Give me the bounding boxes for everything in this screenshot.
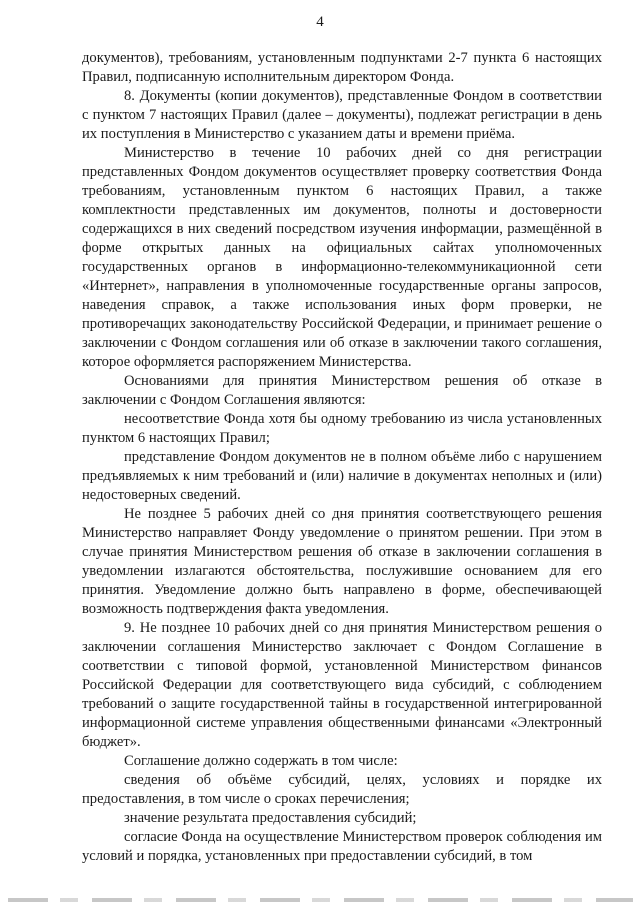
paragraph-ministry-check: Министерство в течение 10 рабочих дней со дня регистрации представленных Фондом документов осуществляет проверку соответствия Фонда требованиям, установленным пунктом 6 настоящих Правил, а также комплектности представленных им документов, полноты и достоверности содержащихся в них сведений посредством изучения информации, размещённой в форме открытых данных на официальных сайтах уполномоченных государственных органов в информационно-телекоммуникационной сети «Интернет», направления в уполномоченные государственные органы запросов, наведения справок, а также использования иных форм проверки, не противоречащих законодательству Российской Федерации, и принимает решение о заключении с Фондом соглашения или об отказе в заключении такого соглашения, которое оформляется распоряжением Министерства.: [82, 145, 602, 370]
page-number: 4: [316, 14, 324, 30]
paragraph-subsidy-details: сведения об объёме субсидий, целях, условиях и порядке их предоставления, в том числе о сроках перечисления;: [82, 772, 602, 807]
paragraph-ground-noncompliance: несоответствие Фонда хотя бы одному требованию из числа установленных пунктом 6 настоящих Правил;: [82, 411, 602, 446]
paragraph-ground-documents: представление Фондом документов не в полном объёме либо с нарушением предъявляемых к ним требований и (или) наличие в документах неполных и (или) недостоверных сведений.: [82, 449, 602, 503]
paragraph-agreement-contents: Соглашение должно содержать в том числе:: [124, 753, 398, 769]
paragraph-result-value: значение результата предоставления субсидий;: [124, 810, 417, 826]
paragraph-item-8: 8. Документы (копии документов), представленные Фондом в соответствии с пунктом 7 настоящих Правил (далее – документы), подлежат регистрации в день их поступления в Министерство с указанием даты и времени приёма.: [82, 88, 602, 142]
document-body: [82, 49, 602, 866]
paragraph-continuation: документов), требованиям, установленным подпунктами 2-7 пункта 6 настоящих Правил, подписанную исполнительным директором Фонда.: [82, 50, 602, 85]
paragraph-item-9: 9. Не позднее 10 рабочих дней со дня принятия Министерством решения о заключении соглашения Министерство заключает с Фондом Соглашение в соответствии с типовой формой, установленной Министерством финансов Российской Федерации для соответствующего вида субсидий, с соблюдением требований о защите государственной тайны в государственной интегрированной информационной системе управления общественными финансами «Электронный бюджет».: [82, 620, 602, 750]
paragraph-notification: Не позднее 5 рабочих дней со дня принятия соответствующего решения Министерство направляет Фонду уведомление о принятом решении. При этом в случае принятия Министерством решения об отказе в заключении соглашения в уведомлении излагаются обстоятельства, послужившие основанием для его принятия. Уведомление должно быть направлено в форме, обеспечивающей возможность подтверждения факта уведомления.: [82, 506, 602, 617]
paragraph-refusal-grounds: Основаниями для принятия Министерством решения об отказе в заключении с Фондом Соглашения являются:: [82, 373, 602, 408]
scan-footer-artifact: [8, 898, 633, 902]
paragraph-fund-consent: согласие Фонда на осуществление Министерством проверок соблюдения им условий и порядка, установленных при предоставлении субсидий, в том: [82, 829, 602, 864]
